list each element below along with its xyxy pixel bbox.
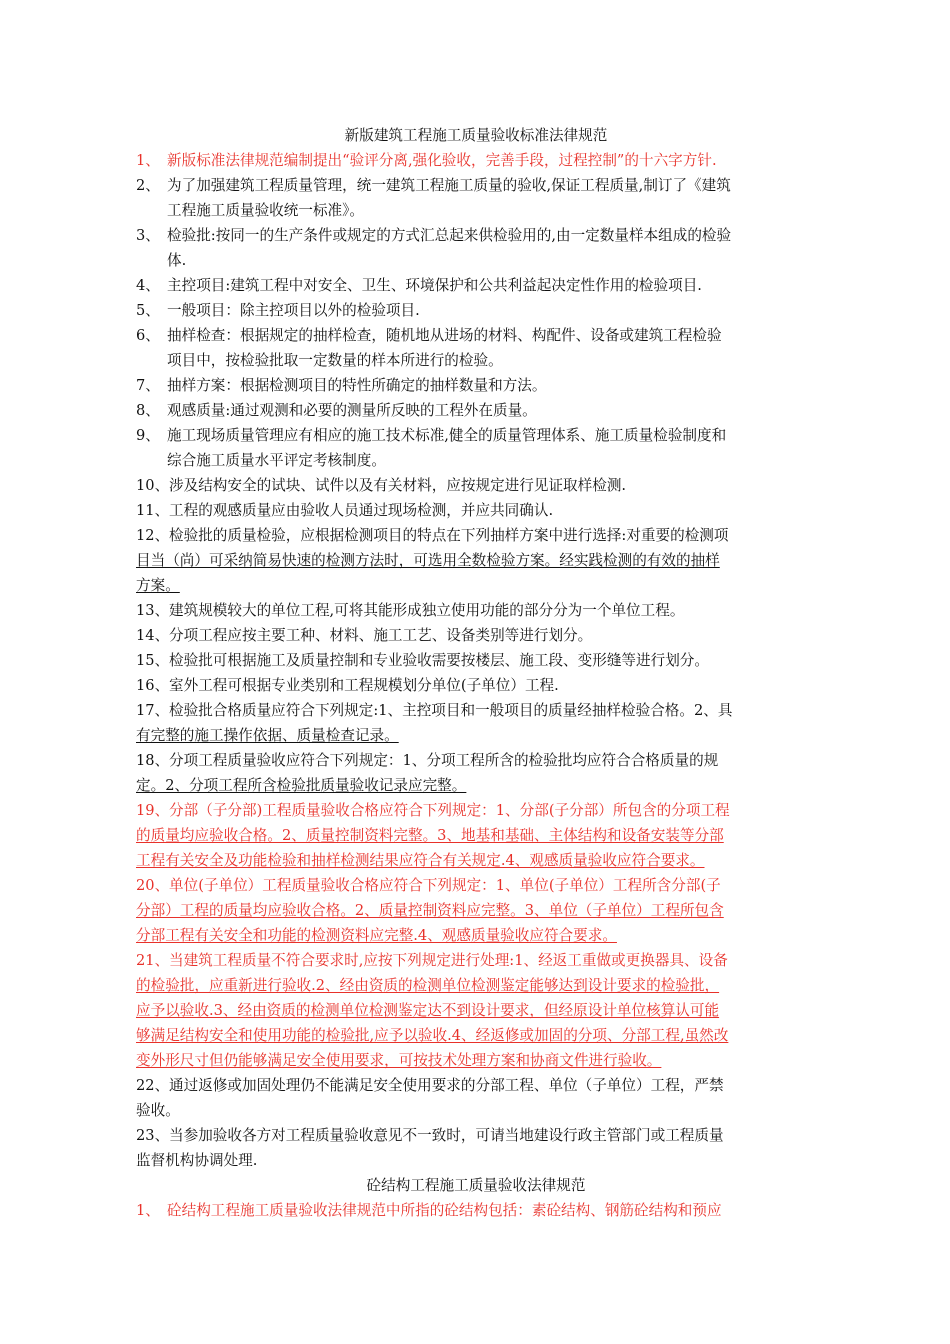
clause-line: 20、 单位(子单位）工程质量验收合格应符合下列规定：1、单位(子单位）工程所含分部(子 <box>136 873 820 898</box>
clause-line: 工程施工质量验收统一标准》。 <box>167 202 365 219</box>
clause-8 <box>136 398 820 423</box>
clause-line: 综合施工质量水平评定考核制度。 <box>167 452 386 469</box>
clause-18 <box>136 748 820 798</box>
section-title: 新版建筑工程施工质量验收标准法律规范 <box>344 127 608 144</box>
clause-line: 定。2、分项工程所含检验批质量验收记录应完整。 <box>136 777 467 794</box>
clause-line: 方案。 <box>136 577 180 594</box>
clause-line: 5、 一般项目：除主控项目以外的检验项目. <box>136 298 820 323</box>
clause-5 <box>136 298 820 323</box>
clause-line: 够满足结构安全和使用功能的检验批,应予以验收.4、经返修或加固的分项、分部工程,虽然改 <box>136 1027 729 1044</box>
clause-line: 4、 主控项目:建筑工程中对安全、卫生、环境保护和公共利益起决定性作用的检验项目. <box>136 273 820 298</box>
clause-line: 15、 检验批可根据施工及质量控制和专业验收需要按楼层、施工段、变形缝等进行划分。 <box>136 648 820 673</box>
clause-line: 12、 检验批的质量检验，应根据检测项目的特点在下列抽样方案中进行选择:对重要的检测项 <box>136 523 820 548</box>
clause-line: 14、 分项工程应按主要工种、材料、施工工艺、设备类别等进行划分。 <box>136 623 820 648</box>
clause-line: 18、 分项工程质量验收应符合下列规定：1、分项工程所含的检验批均应符合合格质量的规 <box>136 748 820 773</box>
section-title: 砼结构工程施工质量验收法律规范 <box>366 1177 586 1194</box>
s2-clause-1 <box>136 1198 820 1223</box>
clause-9 <box>136 423 820 473</box>
clause-line: 应予以验收.3、经由资质的检测单位检测鉴定达不到设计要求，但经原设计单位核算认可能 <box>136 1002 720 1019</box>
clause-11 <box>136 498 820 523</box>
clause-line: 17、 检验批合格质量应符合下列规定:1、主控项目和一般项目的质量经抽样检验合格。2、具 <box>136 698 820 723</box>
clause-line: 13、 建筑规模较大的单位工程,可将其能形成独立使用功能的部分分为一个单位工程。 <box>136 598 820 623</box>
clause-6 <box>136 323 820 373</box>
clause-16 <box>136 673 820 698</box>
clause-line: 1、 新版标准法律规范编制提出“验评分离,强化验收，完善手段，过程控制”的十六字方针. <box>136 148 820 173</box>
clause-2 <box>136 173 820 223</box>
clause-14 <box>136 623 820 648</box>
clause-line: 体. <box>167 252 187 269</box>
clause-line: 19、 分部（子分部)工程质量验收合格应符合下列规定：1、分部(子分部）所包含的分项工程 <box>136 798 820 823</box>
clause-17 <box>136 698 820 748</box>
clause-20 <box>136 873 820 948</box>
clause-line: 的质量均应验收合格。2、质量控制资料完整。3、地基和基础、主体结构和设备安装等分部 <box>136 827 724 844</box>
clause-line: 10、 涉及结构安全的试块、试件以及有关材料，应按规定进行见证取样检测. <box>136 473 820 498</box>
clause-4 <box>136 273 820 298</box>
clause-line: 有完整的施工操作依据、质量检查记录。 <box>136 727 399 744</box>
clause-7 <box>136 373 820 398</box>
clause-line: 的检验批，应重新进行验收.2、经由资质的检测单位检测鉴定能够达到设计要求的检验批， <box>136 977 720 994</box>
clause-line: 监督机构协调处理. <box>136 1152 258 1169</box>
clause-19 <box>136 798 820 873</box>
clause-12 <box>136 523 820 598</box>
clause-line: 分部工程有关安全和功能的检测资料应完整.4、观感质量验收应符合要求。 <box>136 927 617 944</box>
clause-10 <box>136 473 820 498</box>
clause-13 <box>136 598 820 623</box>
clause-line: 7、 抽样方案：根据检测项目的特性所确定的抽样数量和方法。 <box>136 373 820 398</box>
clause-23 <box>136 1123 820 1173</box>
clause-line: 验收。 <box>136 1102 180 1119</box>
clause-line: 22、 通过返修或加固处理仍不能满足安全使用要求的分部工程、单位（子单位）工程，严禁 <box>136 1073 820 1098</box>
clause-22 <box>136 1073 820 1123</box>
clause-line: 项目中，按检验批取一定数量的样本所进行的检验。 <box>167 352 503 369</box>
clause-line: 工程有关安全及功能检验和抽样检测结果应符合有关规定.4、观感质量验收应符合要求。 <box>136 852 705 869</box>
clause-line: 8、 观感质量:通过观测和必要的测量所反映的工程外在质量。 <box>136 398 820 423</box>
clause-21 <box>136 948 820 1073</box>
clause-line: 9、 施工现场质量管理应有相应的施工技术标准,健全的质量管理体系、施工质量检验制度和 <box>136 423 820 448</box>
clause-line: 2、 为了加强建筑工程质量管理，统一建筑工程施工质量的验收,保证工程质量,制订了《建筑 <box>136 173 820 198</box>
clause-line: 3、 检验批:按同一的生产条件或规定的方式汇总起来供检验用的,由一定数量样本组成的检验 <box>136 223 820 248</box>
clause-line: 1、 砼结构工程施工质量验收法律规范中所指的砼结构包括：素砼结构、钢筋砼结构和预应 <box>136 1198 820 1223</box>
clause-line: 目当（尚）可采纳简易快速的检测方法时，可选用全数检验方案。经实践检测的有效的抽样 <box>136 552 720 569</box>
clause-line: 11、 工程的观感质量应由验收人员通过现场检测，并应共同确认. <box>136 498 820 523</box>
clause-line: 16、 室外工程可根据专业类别和工程规模划分单位(子单位）工程. <box>136 673 820 698</box>
clause-line: 变外形尺寸但仍能够满足安全使用要求，可按技术处理方案和协商文件进行验收。 <box>136 1052 662 1069</box>
clause-line: 21、 当建筑工程质量不符合要求时,应按下列规定进行处理:1、经返工重做或更换器具、设备 <box>136 948 820 973</box>
clause-1 <box>136 148 820 173</box>
clause-line: 分部）工程的质量均应验收合格。2、质量控制资料应完整。3、单位（子单位）工程所包含 <box>136 902 724 919</box>
clause-line: 23、 当参加验收各方对工程质量验收意见不一致时，可请当地建设行政主管部门或工程质量 <box>136 1123 820 1148</box>
clause-3 <box>136 223 820 273</box>
clause-15 <box>136 648 820 673</box>
clause-line: 6、 抽样检查：根据规定的抽样检查，随机地从进场的材料、构配件、设备或建筑工程检验 <box>136 323 820 348</box>
